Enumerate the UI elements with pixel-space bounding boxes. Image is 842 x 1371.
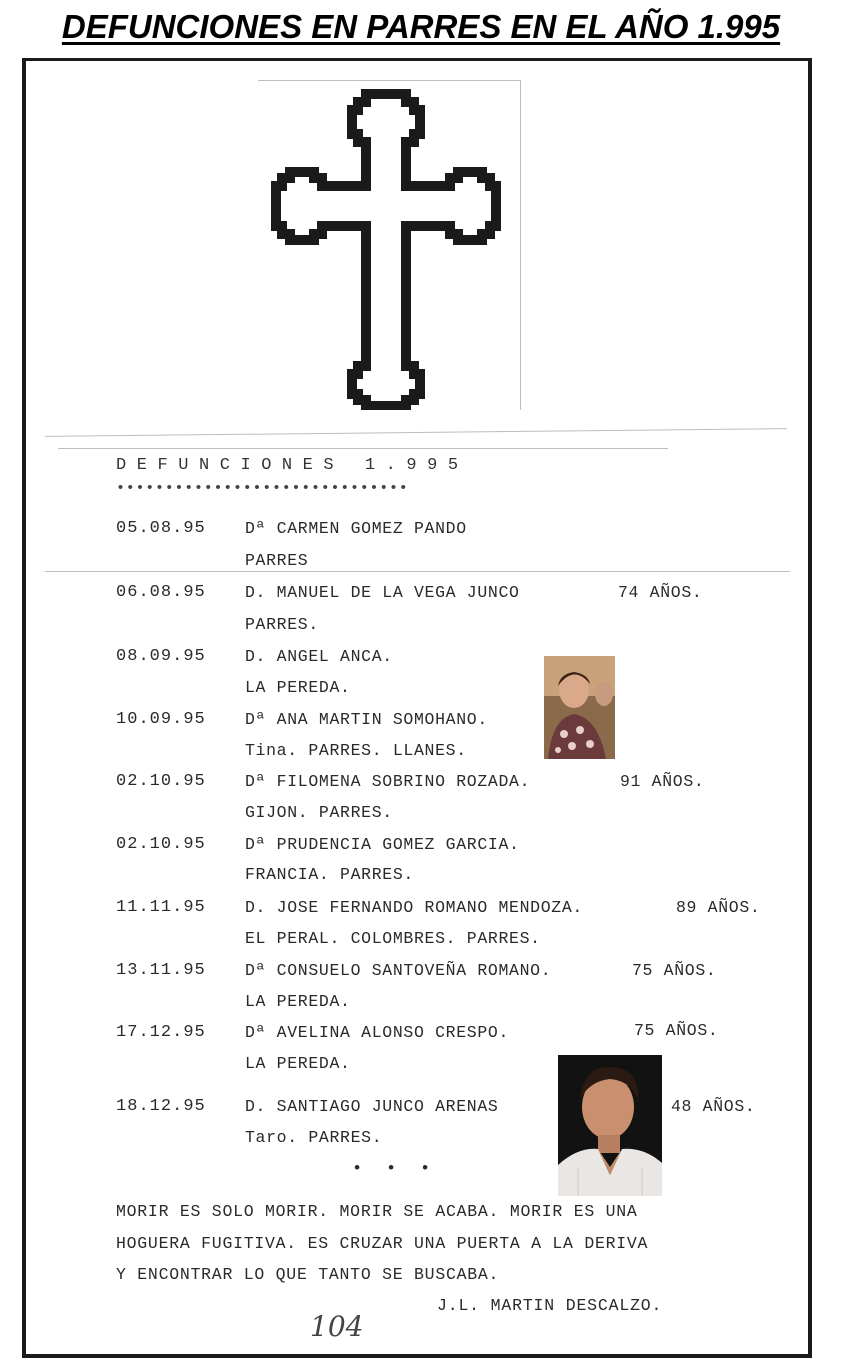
ellipsis-separator: • • •	[352, 1160, 438, 1179]
entry-place: LA PEREDA.	[245, 992, 351, 1011]
entry-name: Dª CONSUELO SANTOVEÑA ROMANO.	[245, 961, 552, 980]
entry-date: 11.11.95	[116, 898, 206, 917]
entry-name: D. MANUEL DE LA VEGA JUNCO	[245, 583, 520, 602]
entry-age: 75 AÑOS.	[632, 961, 717, 980]
entry-date: 05.08.95	[116, 519, 206, 538]
card-header: DEFUNCIONES 1.995	[116, 456, 469, 475]
poem-line: HOGUERA FUGITIVA. ES CRUZAR UNA PUERTA A LA DERIVA	[116, 1234, 649, 1253]
entry-date: 08.09.95	[116, 647, 206, 666]
entry-name: Dª ANA MARTIN SOMOHANO.	[245, 710, 488, 729]
entry-name: D. JOSE FERNANDO ROMANO MENDOZA.	[245, 898, 583, 917]
entry-date: 10.09.95	[116, 710, 206, 729]
entry-age: 48 AÑOS.	[671, 1097, 756, 1116]
entry-name: Dª AVELINA ALONSO CRESPO.	[245, 1023, 510, 1042]
entry-name: Dª CARMEN GOMEZ PANDO	[245, 519, 467, 538]
entry-name: Dª PRUDENCIA GOMEZ GARCIA.	[245, 835, 520, 854]
poem-author: J.L. MARTIN DESCALZO.	[437, 1296, 663, 1315]
entry-age: 91 AÑOS.	[620, 772, 705, 791]
divider	[58, 448, 668, 449]
entry-name: D. ANGEL ANCA.	[245, 647, 393, 666]
page-title: DEFUNCIONES EN PARRES EN EL AÑO 1.995	[61, 8, 781, 45]
divider	[258, 80, 520, 81]
entry-date: 02.10.95	[116, 835, 206, 854]
poem-line: Y ENCONTRAR LO QUE TANTO SE BUSCABA.	[116, 1265, 500, 1284]
entry-place: PARRES.	[245, 615, 319, 634]
entry-name: Dª FILOMENA SOBRINO ROZADA.	[245, 772, 531, 791]
divider	[520, 80, 521, 410]
entry-age: 74 AÑOS.	[618, 583, 703, 602]
entry-age: 75 AÑOS.	[634, 1021, 719, 1040]
entry-age: 89 AÑOS.	[676, 898, 761, 917]
divider	[45, 571, 790, 572]
portrait-photo-woman	[544, 656, 615, 759]
entry-date: 18.12.95	[116, 1097, 206, 1116]
entry-name: D. SANTIAGO JUNCO ARENAS	[245, 1097, 499, 1116]
page-number: 104	[310, 1310, 364, 1343]
entry-place: Tina. PARRES. LLANES.	[245, 741, 467, 760]
entry-place: EL PERAL. COLOMBRES. PARRES.	[245, 929, 541, 948]
cross-icon	[270, 88, 502, 410]
entry-place: PARRES	[245, 551, 309, 570]
entry-place: LA PEREDA.	[245, 1054, 351, 1073]
entry-place: FRANCIA. PARRES.	[245, 865, 414, 884]
entry-date: 02.10.95	[116, 772, 206, 791]
dotted-separator: ••••••••••••••••••••••••••••••	[116, 480, 409, 497]
entry-date: 06.08.95	[116, 583, 206, 602]
entry-place: LA PEREDA.	[245, 678, 351, 697]
poem-line: MORIR ES SOLO MORIR. MORIR SE ACABA. MORIR ES UNA	[116, 1202, 638, 1221]
entry-place: GIJON. PARRES.	[245, 803, 393, 822]
entry-date: 13.11.95	[116, 961, 206, 980]
entry-date: 17.12.95	[116, 1023, 206, 1042]
entry-place: Taro. PARRES.	[245, 1128, 383, 1147]
portrait-photo-man	[558, 1055, 662, 1196]
